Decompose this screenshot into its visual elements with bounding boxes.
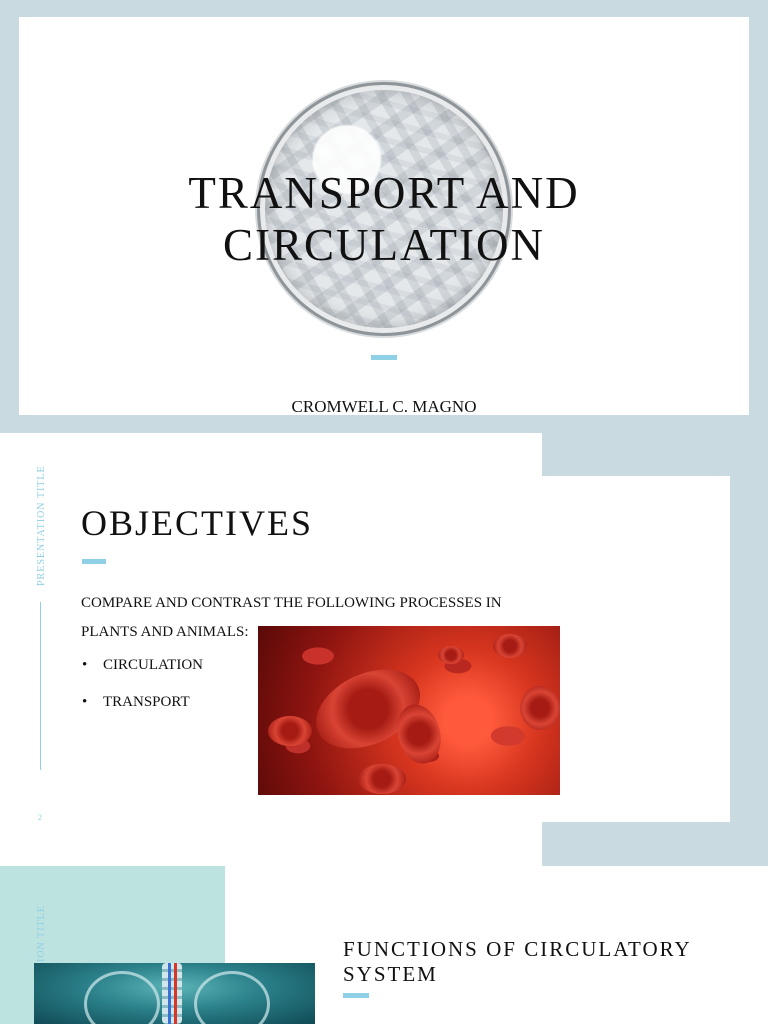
rib-shape	[84, 971, 160, 1024]
title-slide	[19, 17, 749, 415]
page-number: 2	[38, 813, 42, 822]
blood-cell	[358, 764, 406, 794]
blood-cell	[493, 634, 527, 658]
rib-shape	[194, 971, 270, 1024]
objectives-intro: COMPARE AND CONTRAST THE FOLLOWING PROCESSES IN PLANTS AND ANIMALS:	[81, 595, 502, 640]
objectives-heading: OBJECTIVES	[81, 503, 314, 543]
spine-shape	[162, 963, 182, 1024]
blood-cell	[520, 686, 560, 730]
side-presentation-title: PRESENTATION TITLE	[36, 465, 47, 586]
blood-cell	[268, 716, 312, 746]
bullet-icon: •	[82, 657, 88, 673]
red-blood-cells-image	[258, 626, 560, 795]
presentation-title	[19, 167, 749, 271]
functions-heading: FUNCTIONS OF CIRCULATORY SYSTEM	[343, 937, 691, 986]
side-presentation-title: ION TITLE	[36, 905, 47, 962]
accent-bar	[82, 559, 106, 564]
circulatory-xray-image	[34, 963, 315, 1024]
side-divider-line	[40, 602, 41, 770]
title-line-2: CIRCULATION	[223, 220, 545, 270]
artery-line	[174, 963, 177, 1024]
bullet-item: • TRANSPORT	[82, 694, 190, 710]
objectives-slide-panel	[542, 476, 730, 822]
author-name: CROMWELL C. MAGNO	[291, 397, 477, 416]
bullet-item: • CIRCULATION	[82, 657, 203, 673]
accent-bar	[343, 993, 369, 998]
vein-line	[168, 963, 171, 1024]
accent-bar	[371, 355, 397, 360]
title-line-1: TRANSPORT AND	[188, 168, 580, 218]
bullet-icon: •	[82, 694, 88, 710]
blood-cell	[438, 646, 464, 664]
